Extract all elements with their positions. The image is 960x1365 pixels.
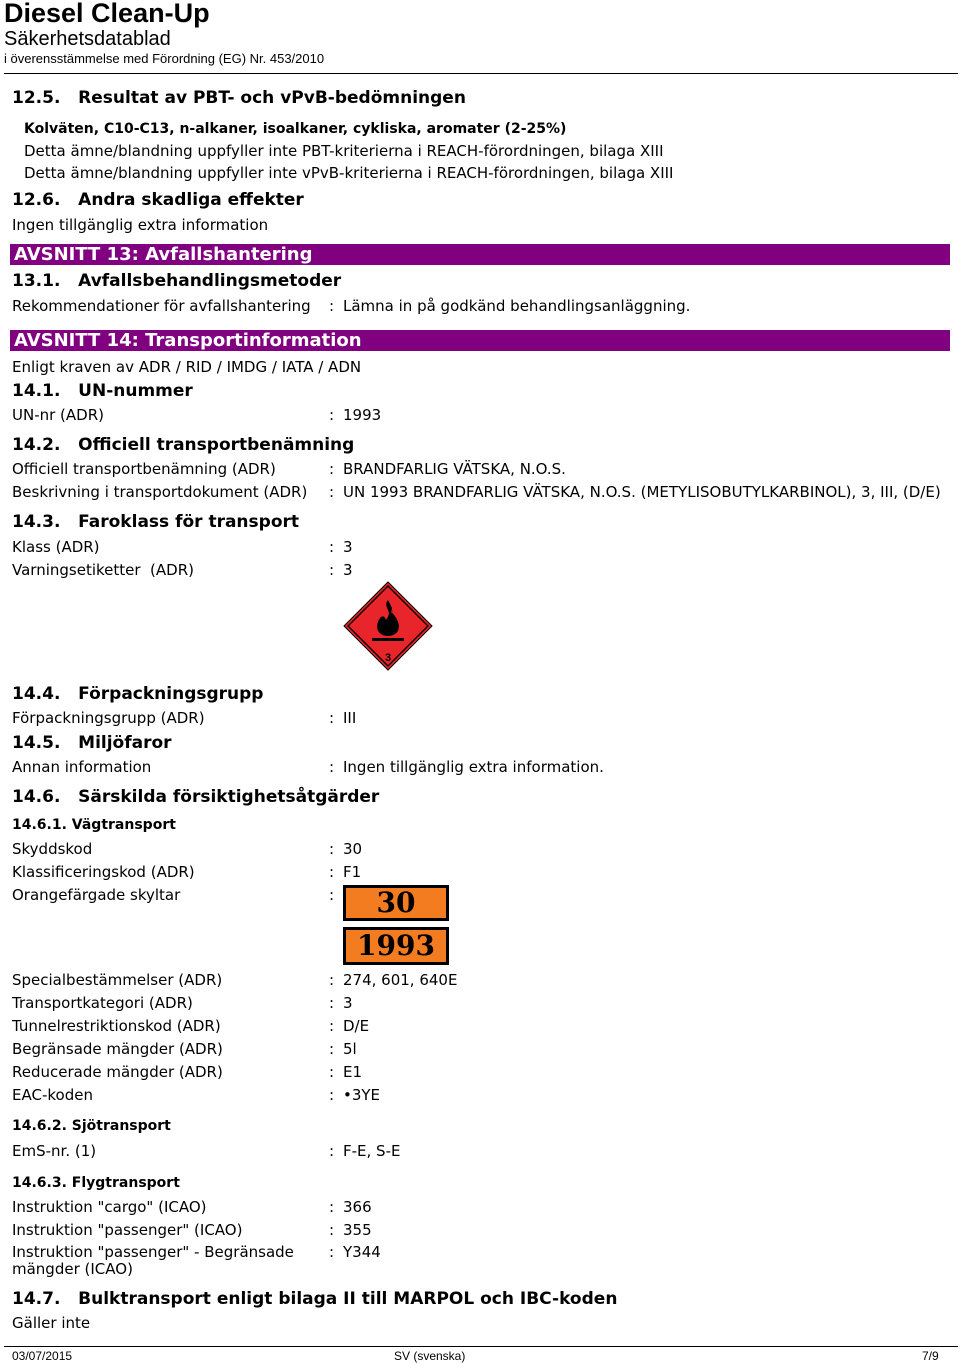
colon: : <box>329 1017 335 1035</box>
section-14-5-heading: 14.5. Miljöfaror <box>12 733 172 753</box>
section-14-1-heading: 14.1. UN-nummer <box>12 381 193 401</box>
eac-code-label: EAC-koden <box>12 1086 93 1104</box>
colon: : <box>329 406 335 424</box>
un-value: 1993 <box>343 406 382 424</box>
warning-label-value: 3 <box>343 561 353 579</box>
waste-value: Lämna in på godkänd behandlingsanläggning. <box>343 297 691 315</box>
colon: : <box>329 1142 335 1160</box>
footer-date: 03/07/2015 <box>12 1349 73 1363</box>
substance-name: Kolväten, C10-C13, n-alkaner, isoalkaner, cykliska, aromater (2-25%) <box>24 121 567 137</box>
hazard-id-label: Skyddskod <box>12 840 93 858</box>
eac-code-value: •3YE <box>343 1086 381 1104</box>
orange-plates-label: Orangefärgade skyltar <box>12 886 181 904</box>
colon: : <box>329 297 335 315</box>
colon: : <box>329 1221 335 1239</box>
colon: : <box>329 561 335 579</box>
colon: : <box>329 1040 335 1058</box>
section-14-3-heading: 14.3. Faroklass för transport <box>12 512 300 532</box>
air-transport-heading: 14.6.3. Flygtransport <box>12 1175 180 1191</box>
class-label: Klass (ADR) <box>12 538 100 556</box>
product-title: Diesel Clean-Up <box>4 0 210 28</box>
road-transport-heading: 14.6.1. Vägtransport <box>12 817 176 833</box>
footer-page-number: 7/9 <box>922 1349 939 1363</box>
section-13-1-heading: 13.1. Avfallsbehandlingsmetoder <box>12 271 342 291</box>
colon: : <box>329 758 335 776</box>
cargo-instruction-value: 366 <box>343 1198 372 1216</box>
sea-transport-heading: 14.6.2. Sjötransport <box>12 1118 171 1134</box>
passenger-instruction-label: Instruktion "passenger" (ICAO) <box>12 1221 243 1239</box>
colon: : <box>329 840 335 858</box>
colon: : <box>329 886 335 904</box>
section-12-6-text: Ingen tillgänglig extra information <box>12 216 269 234</box>
ems-value: F-E, S-E <box>343 1142 401 1160</box>
warning-label-label: Varningsetiketter (ADR) <box>12 561 194 579</box>
waste-label: Rekommendationer för avfallshantering <box>12 297 311 315</box>
transport-category-value: 3 <box>343 994 353 1012</box>
tunnel-code-value: D/E <box>343 1017 370 1035</box>
pbt-statement: Detta ämne/blandning uppfyller inte PBT-kriterierna i REACH-förordningen, bilaga XIII <box>24 142 664 160</box>
transport-category-label: Transportkategori (ADR) <box>12 994 193 1012</box>
regulation-reference: i överensstämmelse med Förordning (EG) Nr. 453/2010 <box>4 51 325 66</box>
ems-label: EmS-nr. (1) <box>12 1142 97 1160</box>
colon: : <box>329 1198 335 1216</box>
section-14-7-text: Gäller inte <box>12 1314 91 1332</box>
limited-quantities-label: Begränsade mängder (ADR) <box>12 1040 223 1058</box>
vpvb-statement: Detta ämne/blandning uppfyller inte vPvB-kriterierna i REACH-förordningen, bilaga XIII <box>24 164 674 182</box>
section-14-7-heading: 14.7. Bulktransport enligt bilaga II till MARPOL och IBC-koden <box>12 1289 618 1309</box>
tunnel-code-label: Tunnelrestriktionskod (ADR) <box>12 1017 221 1035</box>
orange-plate-hazard-number: 30 <box>343 885 449 921</box>
transport-doc-value: UN 1993 BRANDFARLIG VÄTSKA, N.O.S. (METYLISOBUTYLKARBINOL), 3, III, (D/E) <box>343 483 941 501</box>
colon: : <box>329 460 335 478</box>
special-provisions-value: 274, 601, 640E <box>343 971 458 989</box>
section-13-bar: AVSNITT 13: Avfallshantering <box>10 244 950 265</box>
flammable-liquid-pictogram-icon <box>342 580 434 672</box>
passenger-limited-label: Instruktion "passenger" - Begränsade <box>12 1243 294 1261</box>
passenger-limited-value: Y344 <box>343 1243 381 1261</box>
packing-group-value: III <box>343 709 357 727</box>
document-type: Säkerhetsdatablad <box>4 28 171 50</box>
colon: : <box>329 863 335 881</box>
classification-code-label: Klassificeringskod (ADR) <box>12 863 195 881</box>
colon: : <box>329 709 335 727</box>
section-14-bar: AVSNITT 14: Transportinformation <box>10 330 950 351</box>
env-label: Annan information <box>12 758 152 776</box>
colon: : <box>329 1063 335 1081</box>
limited-quantities-value: 5l <box>343 1040 357 1058</box>
section-12-6-heading: 12.6. Andra skadliga effekter <box>12 190 304 210</box>
un-label: UN-nr (ADR) <box>12 406 104 424</box>
footer-divider <box>4 1346 958 1347</box>
classification-code-value: F1 <box>343 863 362 881</box>
excepted-quantities-label: Reducerade mängder (ADR) <box>12 1063 223 1081</box>
env-value: Ingen tillgänglig extra information. <box>343 758 604 776</box>
transport-intro: Enligt kraven av ADR / RID / IMDG / IATA / ADN <box>12 358 362 376</box>
class-value: 3 <box>343 538 353 556</box>
colon: : <box>329 483 335 501</box>
footer-language: SV (svenska) <box>394 1349 466 1363</box>
colon: : <box>329 994 335 1012</box>
colon: : <box>329 1086 335 1104</box>
special-provisions-label: Specialbestämmelser (ADR) <box>12 971 223 989</box>
colon: : <box>329 538 335 556</box>
header-divider <box>4 73 958 74</box>
passenger-instruction-value: 355 <box>343 1221 372 1239</box>
shipping-name-value: BRANDFARLIG VÄTSKA, N.O.S. <box>343 460 566 478</box>
section-14-2-heading: 14.2. Officiell transportbenämning <box>12 435 355 455</box>
section-12-5-heading: 12.5. Resultat av PBT- och vPvB-bedömningen <box>12 88 466 108</box>
shipping-name-label: Officiell transportbenämning (ADR) <box>12 460 276 478</box>
pictogram-class-number: 3 <box>384 652 392 664</box>
colon: : <box>329 1243 335 1261</box>
passenger-limited-label-cont: mängder (ICAO) <box>12 1260 133 1278</box>
packing-group-label: Förpackningsgrupp (ADR) <box>12 709 205 727</box>
cargo-instruction-label: Instruktion "cargo" (ICAO) <box>12 1198 207 1216</box>
transport-doc-label: Beskrivning i transportdokument (ADR) <box>12 483 308 501</box>
section-14-4-heading: 14.4. Förpackningsgrupp <box>12 684 264 704</box>
orange-plate-un-number: 1993 <box>343 927 449 965</box>
hazard-id-value: 30 <box>343 840 363 858</box>
excepted-quantities-value: E1 <box>343 1063 363 1081</box>
section-14-6-heading: 14.6. Särskilda försiktighetsåtgärder <box>12 787 380 807</box>
colon: : <box>329 971 335 989</box>
